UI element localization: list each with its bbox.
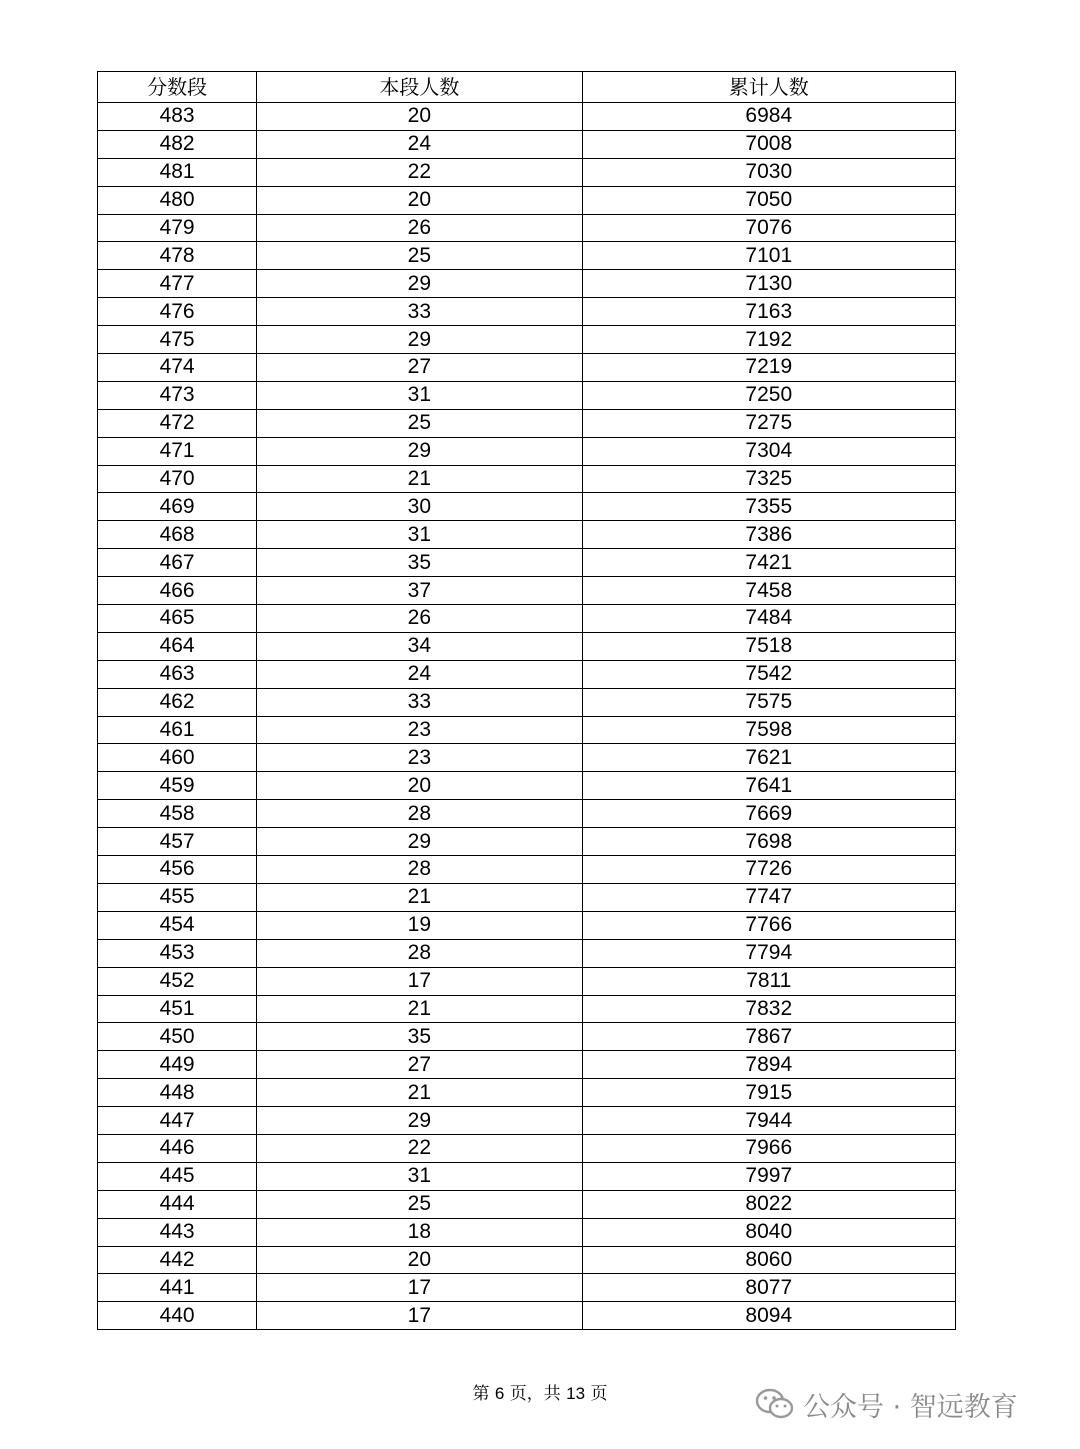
table-row: [98, 939, 956, 967]
cell-score-range: 478: [98, 242, 257, 270]
table-row: [98, 1190, 956, 1218]
cell-cumulative-count: 7386: [582, 521, 955, 549]
table-row: [98, 130, 956, 158]
cell-score-range: 444: [98, 1190, 257, 1218]
cell-score-range: 467: [98, 549, 257, 577]
cell-cumulative-count: 7726: [582, 856, 955, 884]
cell-cumulative-count: 7219: [582, 354, 955, 382]
cell-segment-count: 31: [257, 381, 582, 409]
cell-score-range: 442: [98, 1246, 257, 1274]
cell-score-range: 468: [98, 521, 257, 549]
cell-cumulative-count: 7747: [582, 883, 955, 911]
wechat-icon: [755, 1387, 795, 1421]
cell-cumulative-count: 7008: [582, 130, 955, 158]
cell-cumulative-count: 7130: [582, 270, 955, 298]
table-row: [98, 856, 956, 884]
cell-score-range: 461: [98, 716, 257, 744]
cell-score-range: 450: [98, 1023, 257, 1051]
footer-prefix: 第: [472, 1384, 490, 1404]
cell-cumulative-count: 7641: [582, 772, 955, 800]
cell-cumulative-count: 7101: [582, 242, 955, 270]
table-row: [98, 1051, 956, 1079]
cell-score-range: 445: [98, 1162, 257, 1190]
cell-score-range: 448: [98, 1079, 257, 1107]
cell-cumulative-count: 7575: [582, 688, 955, 716]
header-score-range: 分数段: [98, 72, 257, 103]
table-row: [98, 1274, 956, 1302]
table-row: [98, 242, 956, 270]
cell-cumulative-count: 7966: [582, 1134, 955, 1162]
table-row: [98, 186, 956, 214]
cell-score-range: 447: [98, 1107, 257, 1135]
cell-cumulative-count: 8022: [582, 1190, 955, 1218]
table-row: [98, 1107, 956, 1135]
table-row: [98, 995, 956, 1023]
cell-segment-count: 29: [257, 1107, 582, 1135]
cell-cumulative-count: 7250: [582, 381, 955, 409]
table-row: [98, 465, 956, 493]
cell-segment-count: 25: [257, 242, 582, 270]
cell-score-range: 458: [98, 800, 257, 828]
cell-segment-count: 17: [257, 1274, 582, 1302]
cell-segment-count: 31: [257, 521, 582, 549]
cell-cumulative-count: 7484: [582, 605, 955, 633]
cell-score-range: 469: [98, 493, 257, 521]
cell-score-range: 466: [98, 577, 257, 605]
cell-segment-count: 35: [257, 1023, 582, 1051]
cell-score-range: 452: [98, 967, 257, 995]
cell-segment-count: 17: [257, 967, 582, 995]
cell-segment-count: 23: [257, 744, 582, 772]
cell-cumulative-count: 7421: [582, 549, 955, 577]
cell-cumulative-count: 7518: [582, 632, 955, 660]
cell-segment-count: 30: [257, 493, 582, 521]
cell-score-range: 441: [98, 1274, 257, 1302]
cell-segment-count: 24: [257, 130, 582, 158]
table-row: [98, 381, 956, 409]
cell-cumulative-count: 8077: [582, 1274, 955, 1302]
cell-segment-count: 20: [257, 103, 582, 131]
cell-score-range: 471: [98, 437, 257, 465]
table-row: [98, 911, 956, 939]
table-row: [98, 103, 956, 131]
cell-score-range: 480: [98, 186, 257, 214]
cell-segment-count: 22: [257, 1134, 582, 1162]
cell-segment-count: 24: [257, 660, 582, 688]
table-row: [98, 214, 956, 242]
table-row: [98, 354, 956, 382]
cell-segment-count: 26: [257, 214, 582, 242]
cell-segment-count: 26: [257, 605, 582, 633]
table-row: [98, 1218, 956, 1246]
table-row: [98, 326, 956, 354]
table-row: [98, 1023, 956, 1051]
cell-segment-count: 19: [257, 911, 582, 939]
table-row: [98, 1162, 956, 1190]
cell-score-range: 451: [98, 995, 257, 1023]
cell-segment-count: 21: [257, 465, 582, 493]
cell-segment-count: 21: [257, 883, 582, 911]
cell-score-range: 443: [98, 1218, 257, 1246]
table-row: [98, 1302, 956, 1330]
cell-segment-count: 37: [257, 577, 582, 605]
cell-score-range: 474: [98, 354, 257, 382]
cell-score-range: 459: [98, 772, 257, 800]
footer-suffix: 页: [590, 1384, 608, 1404]
cell-score-range: 449: [98, 1051, 257, 1079]
table-row: [98, 409, 956, 437]
table-row: [98, 605, 956, 633]
cell-score-range: 479: [98, 214, 257, 242]
cell-cumulative-count: 8060: [582, 1246, 955, 1274]
cell-cumulative-count: 7621: [582, 744, 955, 772]
cell-score-range: 454: [98, 911, 257, 939]
watermark: [755, 1384, 1018, 1424]
cell-score-range: 462: [98, 688, 257, 716]
table-row: [98, 521, 956, 549]
cell-cumulative-count: 7275: [582, 409, 955, 437]
cell-segment-count: 29: [257, 828, 582, 856]
table-row: [98, 828, 956, 856]
cell-cumulative-count: 7076: [582, 214, 955, 242]
table-row: [98, 1134, 956, 1162]
cell-segment-count: 34: [257, 632, 582, 660]
cell-segment-count: 28: [257, 856, 582, 884]
cell-score-range: 475: [98, 326, 257, 354]
table-row: [98, 632, 956, 660]
footer-middle: 页，共: [509, 1384, 561, 1404]
table-row: [98, 716, 956, 744]
cell-score-range: 465: [98, 605, 257, 633]
cell-cumulative-count: 8040: [582, 1218, 955, 1246]
cell-score-range: 463: [98, 660, 257, 688]
cell-cumulative-count: 7766: [582, 911, 955, 939]
table-body: [98, 103, 956, 1330]
cell-segment-count: 23: [257, 716, 582, 744]
cell-score-range: 453: [98, 939, 257, 967]
cell-score-range: 482: [98, 130, 257, 158]
cell-score-range: 455: [98, 883, 257, 911]
cell-score-range: 440: [98, 1302, 257, 1330]
cell-segment-count: 35: [257, 549, 582, 577]
cell-score-range: 457: [98, 828, 257, 856]
score-distribution-table: [97, 71, 956, 1330]
cell-cumulative-count: 7944: [582, 1107, 955, 1135]
cell-segment-count: 20: [257, 186, 582, 214]
cell-segment-count: 29: [257, 437, 582, 465]
cell-segment-count: 20: [257, 772, 582, 800]
cell-cumulative-count: 7192: [582, 326, 955, 354]
cell-cumulative-count: 7355: [582, 493, 955, 521]
cell-cumulative-count: 7997: [582, 1162, 955, 1190]
cell-segment-count: 28: [257, 800, 582, 828]
cell-segment-count: 25: [257, 1190, 582, 1218]
table-row: [98, 298, 956, 326]
cell-score-range: 483: [98, 103, 257, 131]
cell-segment-count: 18: [257, 1218, 582, 1246]
table-row: [98, 437, 956, 465]
cell-cumulative-count: 7325: [582, 465, 955, 493]
cell-cumulative-count: 7698: [582, 828, 955, 856]
cell-segment-count: 21: [257, 995, 582, 1023]
cell-score-range: 470: [98, 465, 257, 493]
cell-cumulative-count: 7915: [582, 1079, 955, 1107]
cell-score-range: 481: [98, 158, 257, 186]
cell-cumulative-count: 7794: [582, 939, 955, 967]
cell-segment-count: 21: [257, 1079, 582, 1107]
table-row: [98, 577, 956, 605]
cell-segment-count: 22: [257, 158, 582, 186]
cell-cumulative-count: 7894: [582, 1051, 955, 1079]
cell-cumulative-count: 8094: [582, 1302, 955, 1330]
header-segment-count: 本段人数: [257, 72, 582, 103]
footer-current-page: 6: [494, 1384, 505, 1403]
cell-score-range: 456: [98, 856, 257, 884]
table-row: [98, 800, 956, 828]
header-cumulative-count: 累计人数: [582, 72, 955, 103]
table-row: [98, 883, 956, 911]
cell-cumulative-count: 6984: [582, 103, 955, 131]
table-row: [98, 158, 956, 186]
cell-score-range: 464: [98, 632, 257, 660]
cell-segment-count: 29: [257, 270, 582, 298]
cell-cumulative-count: 7669: [582, 800, 955, 828]
cell-segment-count: 31: [257, 1162, 582, 1190]
table-row: [98, 967, 956, 995]
cell-cumulative-count: 7458: [582, 577, 955, 605]
cell-segment-count: 28: [257, 939, 582, 967]
table-row: [98, 1079, 956, 1107]
table-row: [98, 772, 956, 800]
cell-cumulative-count: 7163: [582, 298, 955, 326]
table-row: [98, 688, 956, 716]
table-header-row: [98, 72, 956, 103]
cell-cumulative-count: 7542: [582, 660, 955, 688]
cell-segment-count: 29: [257, 326, 582, 354]
cell-cumulative-count: 7832: [582, 995, 955, 1023]
cell-score-range: 476: [98, 298, 257, 326]
table-row: [98, 744, 956, 772]
cell-segment-count: 20: [257, 1246, 582, 1274]
cell-cumulative-count: 7867: [582, 1023, 955, 1051]
table-row: [98, 270, 956, 298]
cell-segment-count: 27: [257, 354, 582, 382]
cell-cumulative-count: 7811: [582, 967, 955, 995]
cell-score-range: 473: [98, 381, 257, 409]
cell-score-range: 460: [98, 744, 257, 772]
cell-score-range: 477: [98, 270, 257, 298]
cell-segment-count: 27: [257, 1051, 582, 1079]
watermark-text: 公众号 · 智远教育: [803, 1391, 1018, 1423]
cell-cumulative-count: 7598: [582, 716, 955, 744]
cell-segment-count: 25: [257, 409, 582, 437]
cell-score-range: 472: [98, 409, 257, 437]
cell-segment-count: 33: [257, 688, 582, 716]
cell-score-range: 446: [98, 1134, 257, 1162]
table-row: [98, 660, 956, 688]
cell-cumulative-count: 7050: [582, 186, 955, 214]
cell-segment-count: 17: [257, 1302, 582, 1330]
table-row: [98, 1246, 956, 1274]
cell-cumulative-count: 7030: [582, 158, 955, 186]
table-row: [98, 549, 956, 577]
cell-cumulative-count: 7304: [582, 437, 955, 465]
table-row: [98, 493, 956, 521]
footer-total-pages: 13: [566, 1384, 586, 1403]
cell-segment-count: 33: [257, 298, 582, 326]
